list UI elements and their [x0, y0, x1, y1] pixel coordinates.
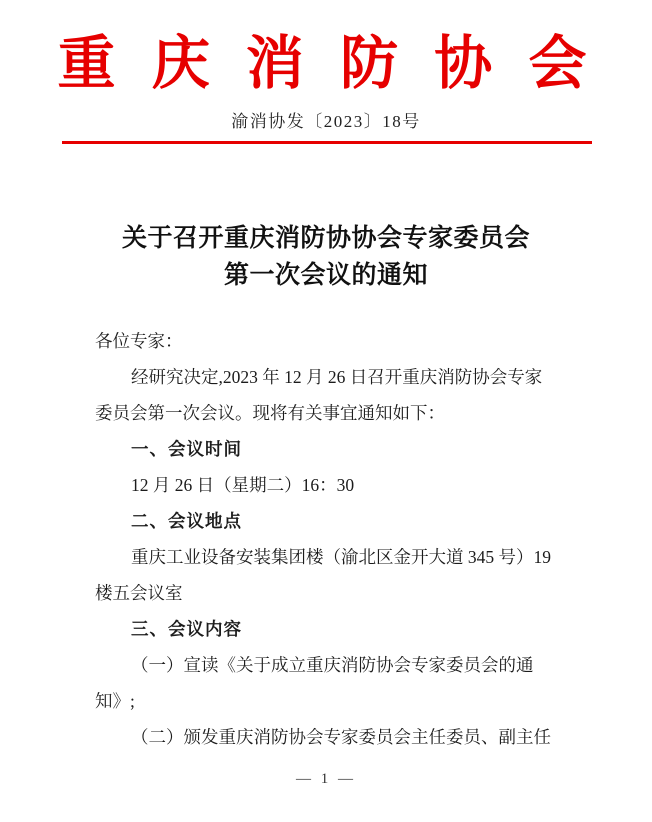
- section-heading-meeting-place: 二、会议地点: [131, 511, 242, 532]
- section-heading-meeting-content: 三、会议内容: [131, 619, 242, 640]
- body-line: 经研究决定,2023 年 12 月 26 日召开重庆消防协会专家: [131, 367, 543, 388]
- body-line: 楼五会议室: [95, 583, 183, 604]
- letterhead-org-title: 重 庆 消 防 协 会: [57, 29, 595, 97]
- body-line-salutation: 各位专家：: [95, 331, 183, 352]
- red-divider: [62, 141, 592, 144]
- body-line: （一）宣读《关于成立重庆消防协会专家委员会的通: [131, 655, 534, 676]
- doc-number: 渝消协发〔2023〕18号: [231, 112, 421, 132]
- body-line: 重庆工业设备安装集团楼（渝北区金开大道 345 号）19: [131, 547, 551, 568]
- doc-title-line2: 第一次会议的通知: [223, 262, 428, 290]
- body-line: 知》;: [95, 691, 135, 712]
- page-number: — 1 —: [296, 771, 356, 787]
- body-line: （二）颁发重庆消防协会专家委员会主任委员、副主任: [131, 727, 551, 748]
- body-line: 12 月 26 日（星期二）16：30: [131, 475, 355, 496]
- doc-title: [0, 220, 652, 294]
- body-line: 委员会第一次会议。现将有关事宜通知如下：: [95, 403, 445, 424]
- section-heading-meeting-time: 一、会议时间: [131, 439, 242, 460]
- doc-title-line1: 关于召开重庆消防协协会专家委员会: [121, 225, 530, 253]
- body-paragraphs: [95, 323, 564, 755]
